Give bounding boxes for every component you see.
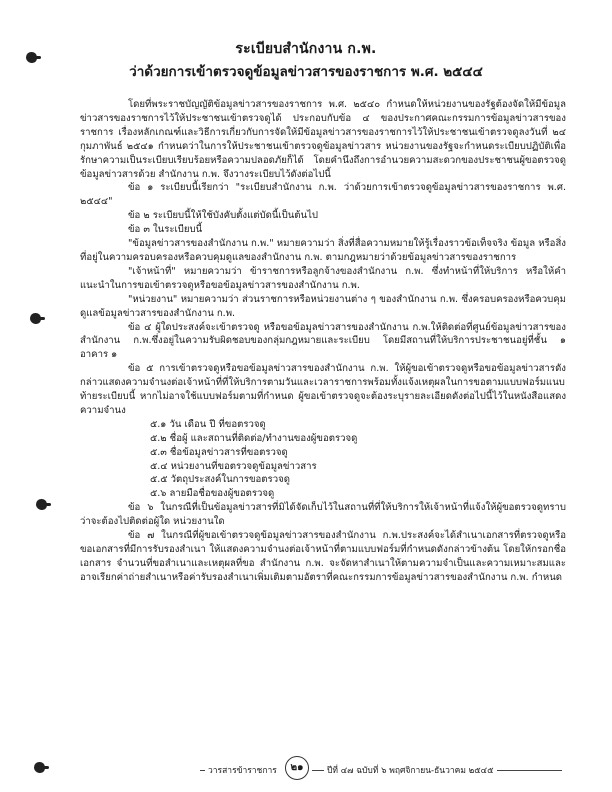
document-body (80, 98, 566, 585)
clause-2: ข้อ ๒ ระเบียบนี้ให้ใช้บังคับตั้งแต่บัดนี้เป็นต้นไป (128, 210, 319, 222)
issue-info: ปีที่ ๔๗ ฉบับที่ ๖ พฤศจิกายน-ธันวาคม ๒๕๔๕ (324, 763, 497, 777)
definition-information: "ข้อมูลข่าวสารของสำนักงาน ก.พ." หมายความว่า สิ่งที่สื่อความหมายให้รู้เรื่องราวข้อเท็จจริง ข้อมูล หรือสิ่งที่อยู่ในความครอบครองหรือควบคุมดูแลของสำนักงาน ก.พ. ตามกฎหมายว่าด้วยข้อมูลข่าวสารของราชการ (80, 238, 566, 263)
hole-punch-mark-lower (36, 499, 47, 510)
clause-4: ข้อ ๔ ผู้ใดประสงค์จะเข้าตรวจดู หรือขอข้อมูลข่าวสารของสำนักงาน ก.พ.ให้ติดต่อที่ศูนย์ข้อมูลข่าวสารของสำนักงาน ก.พ.ซึ่งอยู่ในความรับผิดชอบของกลุ่มกฎหมายและระเบียบ โดยมีสถานที่ให้บริการประชาชนอยู่ที่ชั้น ๑ อาคาร ๑ (80, 321, 566, 361)
definition-officer: "เจ้าหน้าที่" หมายความว่า ข้าราชการหรือลูกจ้างของสำนักงาน ก.พ. ซึ่งทำหน้าที่ให้บริการ หรือให้คำแนะนำในการขอเข้าตรวจดูหรือขอข้อมูลข่าวสารของสำนักงาน ก.พ. (80, 265, 566, 291)
list-item: ๕.๒ ชื่อผู้ และสถานที่ติดต่อ/ทำงานของผู้ขอตรวจดู (150, 432, 358, 444)
clause-1: ข้อ ๑ ระเบียบนี้เรียกว่า "ระเบียบสำนักงาน ก.พ. ว่าด้วยการเข้าตรวจดูข้อมูลข่าวสารของราชการ พ.ศ. ๒๕๔๔" (80, 182, 566, 208)
page-footer (0, 760, 612, 780)
list-item: ๕.๔ หน่วยงานที่ขอตรวจดูข้อมูลข่าวสาร (150, 460, 317, 472)
journal-name: วารสารข้าราชการ (205, 763, 280, 777)
clause-5: ข้อ ๕ การเข้าตรวจดูหรือขอข้อมูลข่าวสารของสำนักงาน ก.พ. ให้ผู้ขอเข้าตรวจดูหรือขอข้อมูลข่าวสารดังกล่าวแสดงความจำนงต่อเจ้าหน้าที่ที่ให้บริการตามวันและเวลาราชการพร้อมทั้งแจ้งเหตุผลในการขอตามแบบฟอร์มแนบท้ายระเบียบนี้ หากไม่อาจใช้แบบฟอร์มตามที่กำหนด ผู้ขอเข้าตรวจดูจะต้องระบุรายละเอียดดังต่อไปนี้ไว้ในหนังสือแสดงความจำนง (80, 363, 566, 416)
list-item: ๕.๕ วัตถุประสงค์ในการขอตรวจดู (150, 474, 290, 486)
hole-punch-mark-middle (30, 313, 41, 324)
hole-punch-mark-top (26, 52, 37, 63)
clause-6: ข้อ ๖ ในกรณีที่เป็นข้อมูลข่าวสารที่มิได้จัดเก็บไว้ในสถานที่ที่ให้บริการให้เจ้าหน้าที่แจ้งให้ผู้ขอตรวจดูทราบว่าจะต้องไปติดต่อผู้ใด หน่วยงานใด (80, 502, 566, 528)
page-number: ๒๑ (285, 756, 309, 780)
list-item: ๕.๓ ชื่อข้อมูลข่าวสารที่ขอตรวจดู (150, 446, 288, 458)
list-item: ๕.๖ ลายมือชื่อของผู้ขอตรวจดู (150, 488, 275, 500)
clause-3: ข้อ ๓ ในระเบียบนี้ (128, 224, 203, 236)
clause-7: ข้อ ๗ ในกรณีที่ผู้ขอเข้าตรวจดูข้อมูลข่าวสารของสำนักงาน ก.พ.ประสงค์จะได้สำเนาเอกสารที่ตรวจดูหรือขอเอกสารที่มีการรับรองสำเนา ให้แสดงความจำนงต่อเจ้าหน้าที่ตามแบบฟอร์มที่กำหนดดังกล่าวข้างต้น โดยให้กรอกชื่อเอกสาร จำนวนที่ขอสำเนาและเหตุผลที่ขอ สำนักงาน ก.พ. จะจัดหาสำเนาให้ตามความจำเป็นและความเหมาะสมและอาจเรียกค่าถ่ายสำเนาหรือค่ารับรองสำเนาเพิ่มเติมตามอัตราที่คณะกรรมการข้อมูลข่าวสารของสำนักงาน ก.พ. กำหนด (80, 530, 566, 583)
definition-unit: "หน่วยงาน" หมายความว่า ส่วนราชการหรือหน่วยงานต่าง ๆ ของสำนักงาน ก.พ. ซึ่งครอบครองหรือควบคุมดูแลข้อมูลข่าวสารของสำนักงาน ก.พ. (80, 293, 566, 319)
document-subtitle: ว่าด้วยการเข้าตรวจดูข้อมูลข่าวสารของราชการ พ.ศ. ๒๕๔๔ (129, 64, 483, 80)
preamble-paragraph: โดยที่พระราชบัญญัติข้อมูลข่าวสารของราชการ พ.ศ. ๒๕๔๐ กำหนดให้หน่วยงานของรัฐต้องจัดให้มีข้อมูลข่าวสารของราชการไว้ให้ประชาชนเข้าตรวจดูได้ ประกอบกับข้อ ๔ ของประกาศคณะกรรมการข้อมูลข่าวสารของราชการ เรื่องหลักเกณฑ์และวิธีการเกี่ยวกับการจัดให้มีข้อมูลข่าวสารของราชการไว้ให้ประชาชนเข้าตรวจดูลงวันที่ ๒๔ กุมภาพันธ์ ๒๕๔๑ กำหนดว่าในการให้ประชาชนเข้าตรวจดูข้อมูลข่าวสาร หน่วยงานของรัฐจะกำหนดระเบียบปฏิบัติเพื่อรักษาความเป็นระเบียบเรียบร้อยหรือความปลอดภัยก็ได้ โดยคำนึงถึงการอำนวยความสะดวกของประชาชนผู้ขอตรวจดูข้อมูลข่าวสารด้วย สำนักงาน ก.พ. จึงวางระเบียบไว้ดังต่อไปนี้ (80, 99, 566, 180)
clause-5-list (80, 418, 566, 501)
document-title: ระเบียบสำนักงาน ก.พ. (235, 41, 377, 57)
list-item: ๕.๑ วัน เดือน ปี ที่ขอตรวจดู (150, 418, 266, 430)
